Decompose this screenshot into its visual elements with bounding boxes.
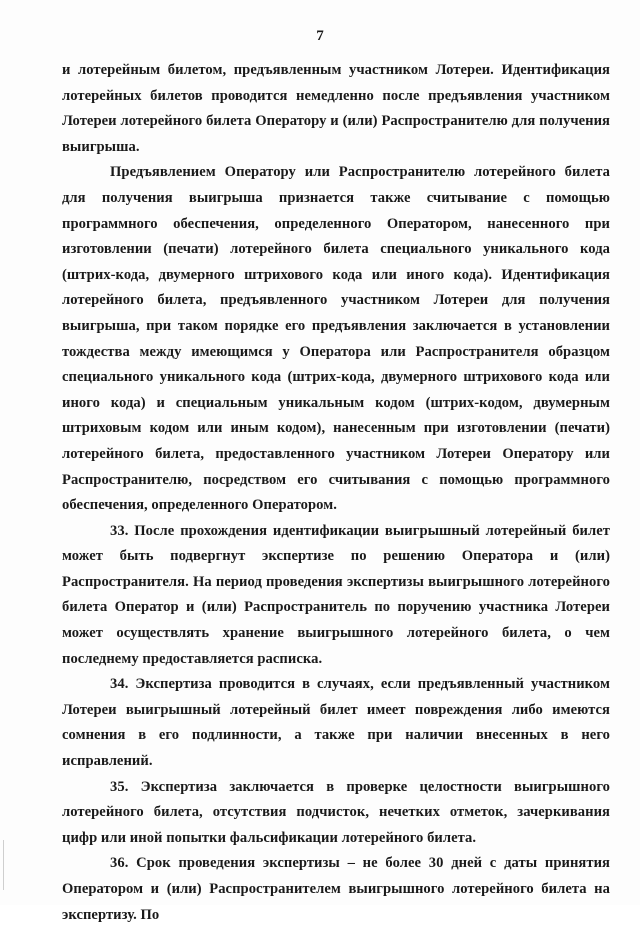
scan-margin-line	[3, 840, 4, 890]
paragraph-35-examination-scope: 35. Экспертиза заключается в проверке целостности выигрышного лотерейного билета, отсутствия подчисток, нечетких отметок, зачеркивания цифр или иной попытки фальсификации лотерейного билета.	[62, 778, 610, 846]
paragraph-36-examination-term: 36. Срок проведения экспертизы – не более 30 дней с даты принятия Оператором и (или) Распространителем выигрышного лотерейного билета на экспертизу. По	[62, 855, 610, 923]
page-number: 7	[316, 28, 324, 44]
document-body	[62, 58, 610, 928]
paragraph-continuation: и лотерейным билетом, предъявленным участником Лотереи. Идентификация лотерейных билетов проводится немедленно после предъявления участником Лотереи лотерейного билета Оператору и (или) Распространителю для получения выигрыша.	[62, 62, 610, 155]
paragraph-34-examination-cases: 34. Экспертиза проводится в случаях, если предъявленный участником Лотереи выигрышный лотерейный билет имеет повреждения либо имеются сомнения в его подлинности, а также при наличии внесенных в него исправлений.	[62, 676, 610, 770]
paragraph-barcode-presentation: Предъявлением Оператору или Распространителю лотерейного билета для получения выигрыша признается также считывание с помощью программного обеспечения, определенного Оператором, нанесенного при изготовлении (печати) лотерейного билета специального уникального кода (штрих-кода, двумерного штрихового кода или иного кода). Идентификация лотерейного билета, предъявленного участником Лотереи для получения выигрыша, при таком порядке его предъявления заключается в установлении тождества между имеющимся у Оператора или Распространителя образцом специального уникального кода (штрих-кода, двумерного штрихового кода или иного кода) и специальным уникальным кодом (штрих-кодом, двумерным штриховым кодом или иным кодом), нанесенным при изготовлении (печати) лотерейного билета, предоставленного участником Лотереи Оператору или Распространителю, посредством его считывания с помощью программного обеспечения, определенного Оператором.	[62, 164, 610, 514]
paragraph-33-examination: 33. После прохождения идентификации выигрышный лотерейный билет может быть подвергнут экспертизе по решению Оператора и (или) Распространителя. На период проведения экспертизы выигрышного лотерейного билета Оператор и (или) Распространитель по поручению участника Лотереи может осуществлять хранение выигрышного лотерейного билета, о чем последнему предоставляется расписка.	[62, 522, 610, 667]
